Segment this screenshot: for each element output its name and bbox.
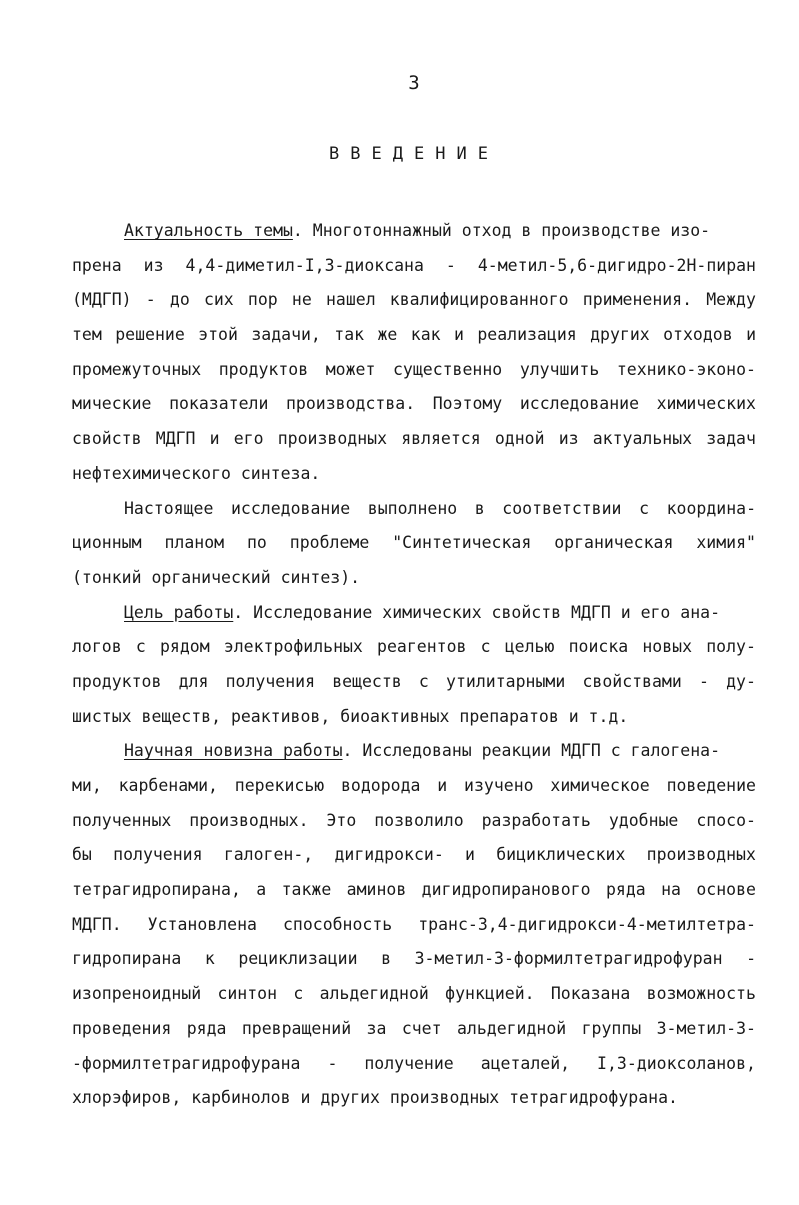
word: -	[746, 949, 756, 969]
word: счет	[401, 1018, 442, 1038]
word: изопреноидный	[72, 984, 202, 1004]
word: изучено	[464, 776, 534, 795]
word: с	[480, 637, 491, 657]
word: 4,4-диметил-I,3-диоксана	[185, 255, 424, 275]
text-line	[72, 526, 756, 561]
paragraph-relevance	[72, 214, 756, 492]
word: получение	[364, 1053, 454, 1073]
word: же	[377, 325, 398, 345]
word: показатели	[169, 394, 269, 414]
word: и	[209, 429, 220, 449]
word: продуктов	[72, 671, 162, 691]
word: перекисью	[234, 776, 325, 795]
line-text: . Многотоннажный отход в производстве изо-	[292, 221, 711, 240]
word: проведения	[72, 1018, 172, 1038]
word: реализация	[477, 325, 577, 345]
word: на	[661, 880, 681, 900]
word: Это	[326, 810, 357, 830]
word: тем	[72, 325, 102, 345]
text-line	[72, 734, 756, 769]
text-line	[72, 769, 756, 804]
word: отходов	[663, 325, 733, 345]
text-line	[72, 908, 756, 943]
word: реагентов	[377, 637, 467, 657]
word: этой	[198, 325, 238, 345]
word: химическое	[550, 776, 650, 795]
word: -	[327, 1053, 338, 1073]
word: логов	[72, 637, 122, 657]
word: производства.	[285, 394, 416, 414]
word: за	[366, 1018, 387, 1038]
word: с	[293, 984, 304, 1004]
word: рядом	[159, 637, 210, 657]
word: из	[558, 429, 579, 449]
word: -	[145, 290, 156, 310]
word: также	[281, 880, 332, 900]
word: и	[437, 776, 448, 795]
word: соответствии	[502, 498, 622, 518]
word: Установлена	[147, 914, 257, 934]
word: актуальных	[592, 429, 693, 449]
word: квалифицированного	[389, 290, 569, 310]
word: -формилтетрагидрофурана	[72, 1053, 301, 1073]
word: веществ	[332, 671, 402, 691]
word: химических	[656, 394, 756, 414]
word: планом	[164, 533, 225, 553]
word: альдегидной	[319, 984, 429, 1004]
word: функцией.	[445, 984, 535, 1004]
word: прена	[72, 255, 122, 275]
word: мические	[72, 394, 152, 414]
word: из	[143, 255, 164, 275]
word: поиска	[568, 637, 629, 657]
text-line	[72, 665, 756, 700]
word: Настоящее	[124, 498, 214, 518]
word: так	[334, 325, 365, 345]
word: утилитарными	[446, 671, 566, 691]
word: МДГП	[155, 429, 196, 449]
word: разработать	[481, 810, 591, 830]
word: ряда	[186, 1018, 227, 1038]
word: химия"	[696, 533, 756, 553]
word: координа-	[666, 498, 756, 518]
word: производных	[646, 845, 756, 865]
word: решение	[115, 325, 185, 345]
text-line	[72, 353, 756, 388]
word: Между	[706, 290, 756, 310]
word: водорода	[341, 776, 421, 795]
word: полу-	[706, 637, 756, 657]
word: и	[746, 325, 756, 345]
word: аминов	[346, 880, 407, 900]
word: галоген-,	[223, 845, 314, 865]
text-line: шистых веществ, реактивов, биоактивных препаратов и т.д.	[72, 706, 629, 726]
word: -	[698, 671, 709, 691]
word: ционным	[72, 533, 142, 553]
word: целью	[504, 637, 555, 657]
paragraph-goal	[72, 596, 756, 735]
paragraph-plan	[72, 492, 756, 596]
word: удобные	[608, 810, 679, 830]
page-number: 3	[408, 72, 420, 94]
text-line	[72, 318, 756, 353]
word: исследование	[519, 394, 640, 414]
word: альдегидной	[456, 1018, 567, 1038]
word: для	[178, 671, 209, 691]
text-line	[72, 422, 756, 457]
word: полученных	[72, 810, 172, 830]
text-line	[72, 283, 756, 318]
text-line	[72, 387, 756, 422]
text-line: нефтехимического синтеза.	[72, 463, 321, 483]
word: и	[454, 325, 464, 345]
word: бы	[72, 845, 92, 865]
word: как	[410, 325, 441, 345]
word: транс-3,4-дигидрокси-4-метилтетра-	[418, 914, 756, 934]
word: исследование	[230, 498, 351, 518]
word: до	[169, 290, 190, 310]
text-line: хлорэфиров, карбинолов и других производных тетрагидрофурана.	[72, 1088, 678, 1108]
word: 3-метил-3-формилтетрагидрофуран	[414, 949, 723, 969]
word: технико-эконо-	[616, 359, 756, 379]
word: нашел	[325, 290, 376, 310]
text-line	[72, 492, 756, 527]
word: может	[325, 359, 376, 379]
word: свойствами	[582, 671, 682, 691]
word: проблеме	[289, 533, 370, 553]
word: улучшить	[519, 359, 600, 379]
word: сих	[203, 290, 234, 310]
word: получения	[225, 671, 315, 691]
word: с	[639, 498, 650, 518]
subheading-goal: Цель работы	[124, 602, 234, 622]
word: в	[381, 949, 392, 969]
word: тетрагидропирана,	[72, 880, 241, 900]
text-line	[72, 214, 756, 249]
word: по	[247, 533, 267, 553]
word: не	[291, 290, 312, 310]
word: бициклических	[496, 845, 626, 865]
text-line	[72, 942, 756, 977]
word: электрофильных	[223, 637, 363, 657]
word: а	[256, 880, 267, 900]
word: ацеталей,	[480, 1053, 571, 1073]
subheading-novelty: Научная новизна работы	[124, 741, 343, 761]
word: возможность	[646, 984, 756, 1004]
section-heading: ВВЕДЕНИЕ	[329, 144, 499, 164]
text-line	[72, 630, 756, 665]
subheading-relevance: Актуальность темы	[124, 221, 293, 240]
word: синтон	[217, 984, 278, 1004]
body-text	[72, 214, 756, 1116]
word: основе	[696, 880, 756, 900]
word: его	[233, 429, 264, 449]
word: рециклизации	[238, 949, 358, 969]
word: I,3-диоксоланов,	[597, 1053, 756, 1073]
word: с	[418, 671, 429, 691]
word: дигидрокси-	[334, 845, 444, 865]
word: группы	[581, 1018, 642, 1038]
word: и	[465, 845, 475, 865]
word: других	[590, 325, 650, 345]
line-text: . Исследование химических свойств МДГП и его ана-	[233, 602, 721, 622]
word: к	[204, 949, 215, 969]
word: одной	[494, 429, 545, 449]
word: промежуточных	[72, 359, 202, 379]
text-line	[72, 873, 756, 908]
text-line: (тонкий органический синтез).	[72, 567, 361, 587]
word: позволило	[374, 810, 464, 830]
text-line	[72, 1047, 756, 1082]
text-line	[72, 838, 756, 873]
word: 4-метил-5,6-дигидро-2Н-пиран	[477, 255, 756, 275]
word: карбенами,	[118, 776, 218, 795]
line-text: . Исследованы реакции МДГП с галогена-	[342, 741, 721, 761]
text-line	[72, 804, 756, 839]
word: гидропирана	[72, 949, 182, 969]
text-line	[72, 1012, 756, 1047]
word: ду-	[726, 671, 756, 691]
word: новых	[642, 637, 693, 657]
word: в	[474, 498, 485, 518]
word: производных.	[189, 810, 309, 830]
word: задач	[706, 429, 756, 449]
text-line	[72, 977, 756, 1012]
word: "Синтетическая	[392, 533, 532, 553]
word: свойств	[72, 429, 142, 449]
word: Показана	[550, 984, 631, 1004]
word: с	[135, 637, 146, 657]
word: задачи,	[251, 325, 321, 345]
word: способность	[282, 914, 393, 934]
paragraph-novelty	[72, 734, 756, 1116]
word: пор	[247, 290, 278, 310]
word: -	[445, 255, 456, 275]
word: превращений	[241, 1018, 352, 1038]
word: (МДГП)	[72, 290, 132, 310]
word: применения.	[582, 290, 693, 310]
word: получения	[113, 845, 203, 865]
text-line	[72, 596, 756, 631]
word: дигидропиранового	[421, 880, 591, 900]
word: поведение	[666, 776, 756, 795]
word: 3-метил-3-	[656, 1018, 756, 1038]
word: выполнено	[367, 498, 458, 518]
word: МДГП.	[72, 914, 122, 934]
word: производных	[277, 429, 388, 449]
word: органическая	[554, 533, 674, 553]
word: продуктов	[218, 359, 309, 379]
word: ряда	[605, 880, 646, 900]
word: ми,	[72, 776, 102, 795]
word: спосо-	[696, 810, 756, 830]
word: существенно	[392, 359, 503, 379]
word: Поэтому	[432, 394, 503, 414]
word: является	[401, 429, 481, 449]
text-line	[72, 249, 756, 284]
